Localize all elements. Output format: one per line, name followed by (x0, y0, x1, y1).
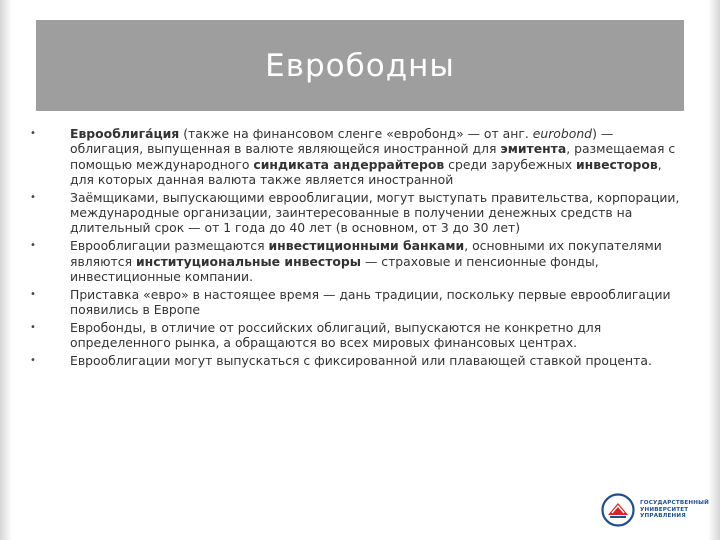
bullet-marker: • (30, 191, 36, 203)
bullet-text: Еврооблигации могут выпускаться с фиксированной или плавающей ставкой процента. (70, 353, 652, 369)
bullet-marker: • (30, 240, 36, 252)
bullet-text: ) — облигация, выпущенная в валюте являющейся иностранной для (70, 126, 614, 157)
bullet-text: , для которых данная валюта также является иностранной (70, 156, 662, 187)
bullet-marker: • (30, 355, 36, 367)
bullet-text: — страховые и пенсионные фонды, инвестиционные компании. (70, 253, 599, 284)
bullet-text: Евробонды, в отличие от российских облигаций, выпускаются не конкретно для определенного рынка, а обращаются во всех мировых финансовых центрах. (70, 319, 602, 351)
bold-term: Еврооблига́ция (70, 126, 180, 141)
bullet-list (30, 126, 680, 371)
bullet-text: , основными их покупателями являются (70, 238, 662, 269)
bullet-marker: • (30, 128, 36, 139)
bullet-text: среди зарубежных (444, 156, 576, 172)
bullet-item (30, 238, 680, 284)
bullet-marker: • (30, 288, 36, 300)
bold-term: эмитента (500, 141, 567, 157)
bold-term: инвестиционными банками (268, 238, 465, 254)
bullet-text: , размещаемая с помощью международного (70, 141, 676, 172)
bullet-marker: • (30, 321, 36, 333)
bullet-item (30, 320, 680, 351)
slide-title: Еврободны (265, 47, 455, 84)
right-edge-shadow (708, 0, 720, 540)
logo-line: УНИВЕРСИТЕТ (640, 506, 689, 513)
italic-term: eurobond (532, 126, 593, 141)
logo-line: ГОСУДАРСТВЕННЫЙ (640, 500, 709, 507)
bullet-text: Приставка «евро» в настоящее время — дань традиции, поскольку первые еврооблигации появились в Европе (70, 286, 671, 318)
bullet-item (30, 126, 680, 187)
bold-term: синдиката андеррайтеров (253, 156, 445, 172)
bullet-text: Еврооблигации размещаются (70, 238, 269, 254)
bullet-item (30, 190, 680, 236)
bold-term: инвесторов (576, 156, 658, 172)
title-bar (36, 20, 684, 111)
bullet-item (30, 287, 680, 318)
university-logo (601, 492, 711, 528)
logo-text (640, 500, 709, 519)
university-logo-icon (601, 493, 635, 527)
bullet-text: (также на финансовом сленге «евробонд» — от анг. (179, 126, 533, 141)
bold-term: институциональные инвесторы (135, 253, 361, 269)
left-edge-shadow (0, 0, 12, 540)
bullet-item (30, 353, 680, 368)
logo-line: УПРАВЛЕНИЯ (640, 513, 686, 520)
bullet-text: Заёмщиками, выпускающими еврооблигации, могут выступать правительства, корпорации, международные организации, заинтересованные в получении денежных средств на длительный срок — от 1 года до 40 лет (в основном, от 3 до 30 лет) (70, 189, 680, 236)
